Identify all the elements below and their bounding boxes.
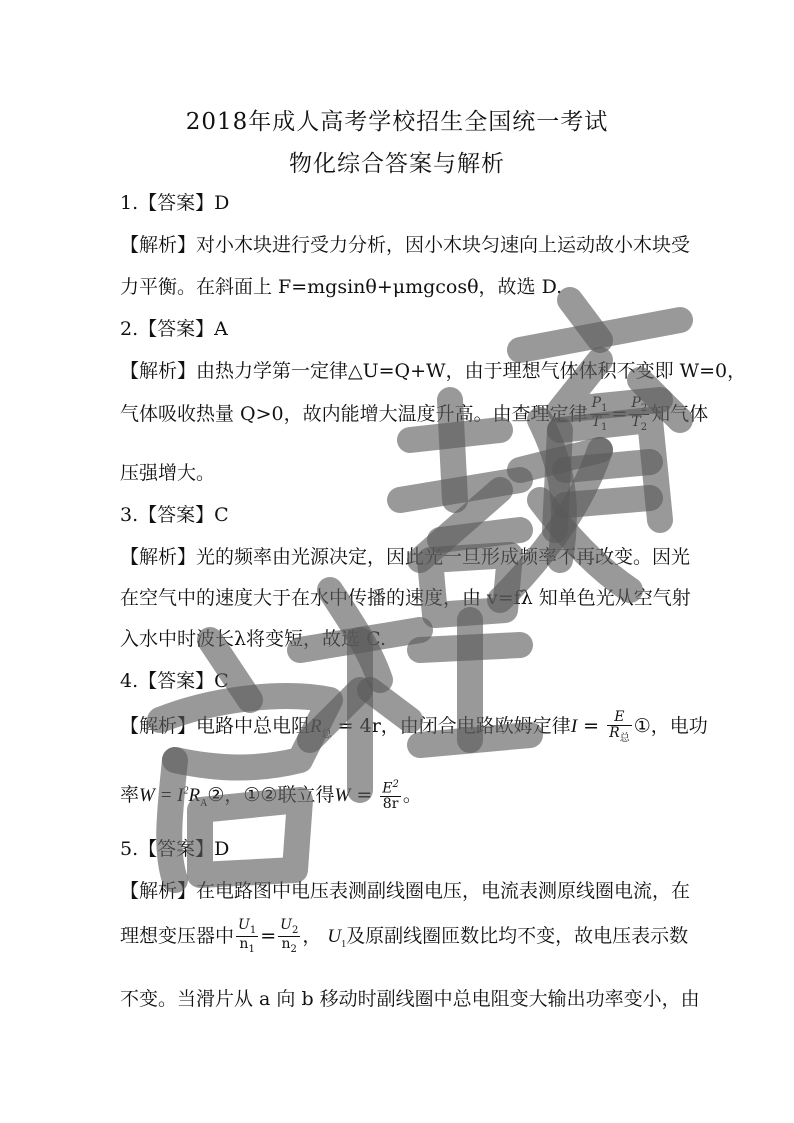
explanation-4-text-b: ，由闭合电路欧姆定律 — [380, 715, 571, 737]
explanation-4-text-c: ①，电功 — [633, 715, 708, 737]
explanation-2-line-2: 气体吸收热量 Q>0，故内能增大温度升高。由查理定律 $\frac{P_1}{T_1}$ = $\frac{P_2}{T_2}$ 知气体 — [120, 395, 709, 434]
explanation-2-text-b: 知气体 — [651, 402, 709, 425]
answer-2: 2.【答案】A — [120, 318, 228, 340]
explanation-5-line-1: 【解析】在电路图中电压表测副线圈电压，电流表测原线圈电流，在 — [120, 880, 691, 902]
page-title: 2018年成人高考学校招生全国统一考试 — [185, 109, 609, 135]
explanation-2-text-a: 气体吸收热量 Q>0，故内能增大温度升高。由查理定律 — [120, 402, 588, 425]
explanation-5-line-3: 不变。当滑片从 a 向 b 移动时副线圈中总电阻变大输出功率变小，由 — [120, 988, 700, 1010]
explanation-2-line-1: 【解析】由热力学第一定律△U=Q+W，由于理想气体体积不变即 W=0， — [120, 360, 747, 382]
explanation-3-line-3: 入水中时波长λ将变短，故选 C. — [120, 628, 386, 650]
power-formula: $W = I^2R_A$ — [139, 785, 208, 809]
total-resistance-formula: $R_总$ — [310, 716, 332, 740]
explanation-4-line-1: 【解析】电路中总电阻$R_总 = 4r$，由闭合电路欧姆定律I = $\frac{E}{R_总}$ ①，电功 — [120, 709, 708, 744]
explanation-1-line-2: 力平衡。在斜面上 F=mgsinθ+μmgcosθ，故选 D. — [120, 276, 563, 298]
answer-3: 3.【答案】C — [120, 504, 229, 526]
explanation-5-text-a: 理想变压器中 — [120, 924, 235, 947]
explanation-4-text-a: 【解析】电路中总电阻 — [120, 715, 311, 737]
page-subtitle: 物化综合答案与解析 — [289, 151, 505, 177]
explanation-3-line-2: 在空气中的速度大于在水中传播的速度，由 v=fλ 知单色光从空气射 — [120, 587, 691, 609]
answer-5: 5.【答案】D — [120, 838, 230, 860]
explanation-4-text-d: 率 — [120, 784, 140, 807]
ohm-law-formula: $\frac{E}{R_总}$ — [609, 709, 630, 744]
explanation-3-line-1: 【解析】光的频率由光源决定，因此光一旦形成频率不再改变。因光 — [120, 546, 691, 568]
explanation-5-text-b: ， — [302, 924, 322, 947]
explanation-2-line-3: 压强增大。 — [120, 462, 216, 484]
explanation-4-text-e: ②，①②联立得 — [207, 784, 335, 807]
transformer-formula: $\frac{U_1}{n_1}$ — [238, 917, 257, 956]
answer-1: 1.【答案】D — [120, 192, 230, 214]
answer-4: 4.【答案】C — [120, 670, 229, 692]
charles-law-formula: $\frac{P_1}{T_1}$ — [591, 395, 608, 434]
explanation-4-line-2: 率$W = I^2R_A②$，①②联立得W = $\frac{E^2}{8r}$ 。 — [120, 779, 422, 813]
result-formula: $\frac{E^2}{8r}$ — [382, 779, 399, 813]
explanation-4-text-f: 。 — [402, 784, 422, 807]
explanation-5-text-c: 及原副线圈匝数比均不变，故电压表示数 — [346, 924, 689, 947]
explanation-5-line-2: 理想变压器中 $\frac{U_1}{n_1}$ = $\frac{U_2}{n_2}$ ， $U_1$及原副线圈匝数比均不变，故电压表示数 — [120, 917, 689, 956]
explanation-1-line-1: 【解析】对小木块进行受力分析，因小木块匀速向上运动故小木块受 — [120, 234, 691, 256]
